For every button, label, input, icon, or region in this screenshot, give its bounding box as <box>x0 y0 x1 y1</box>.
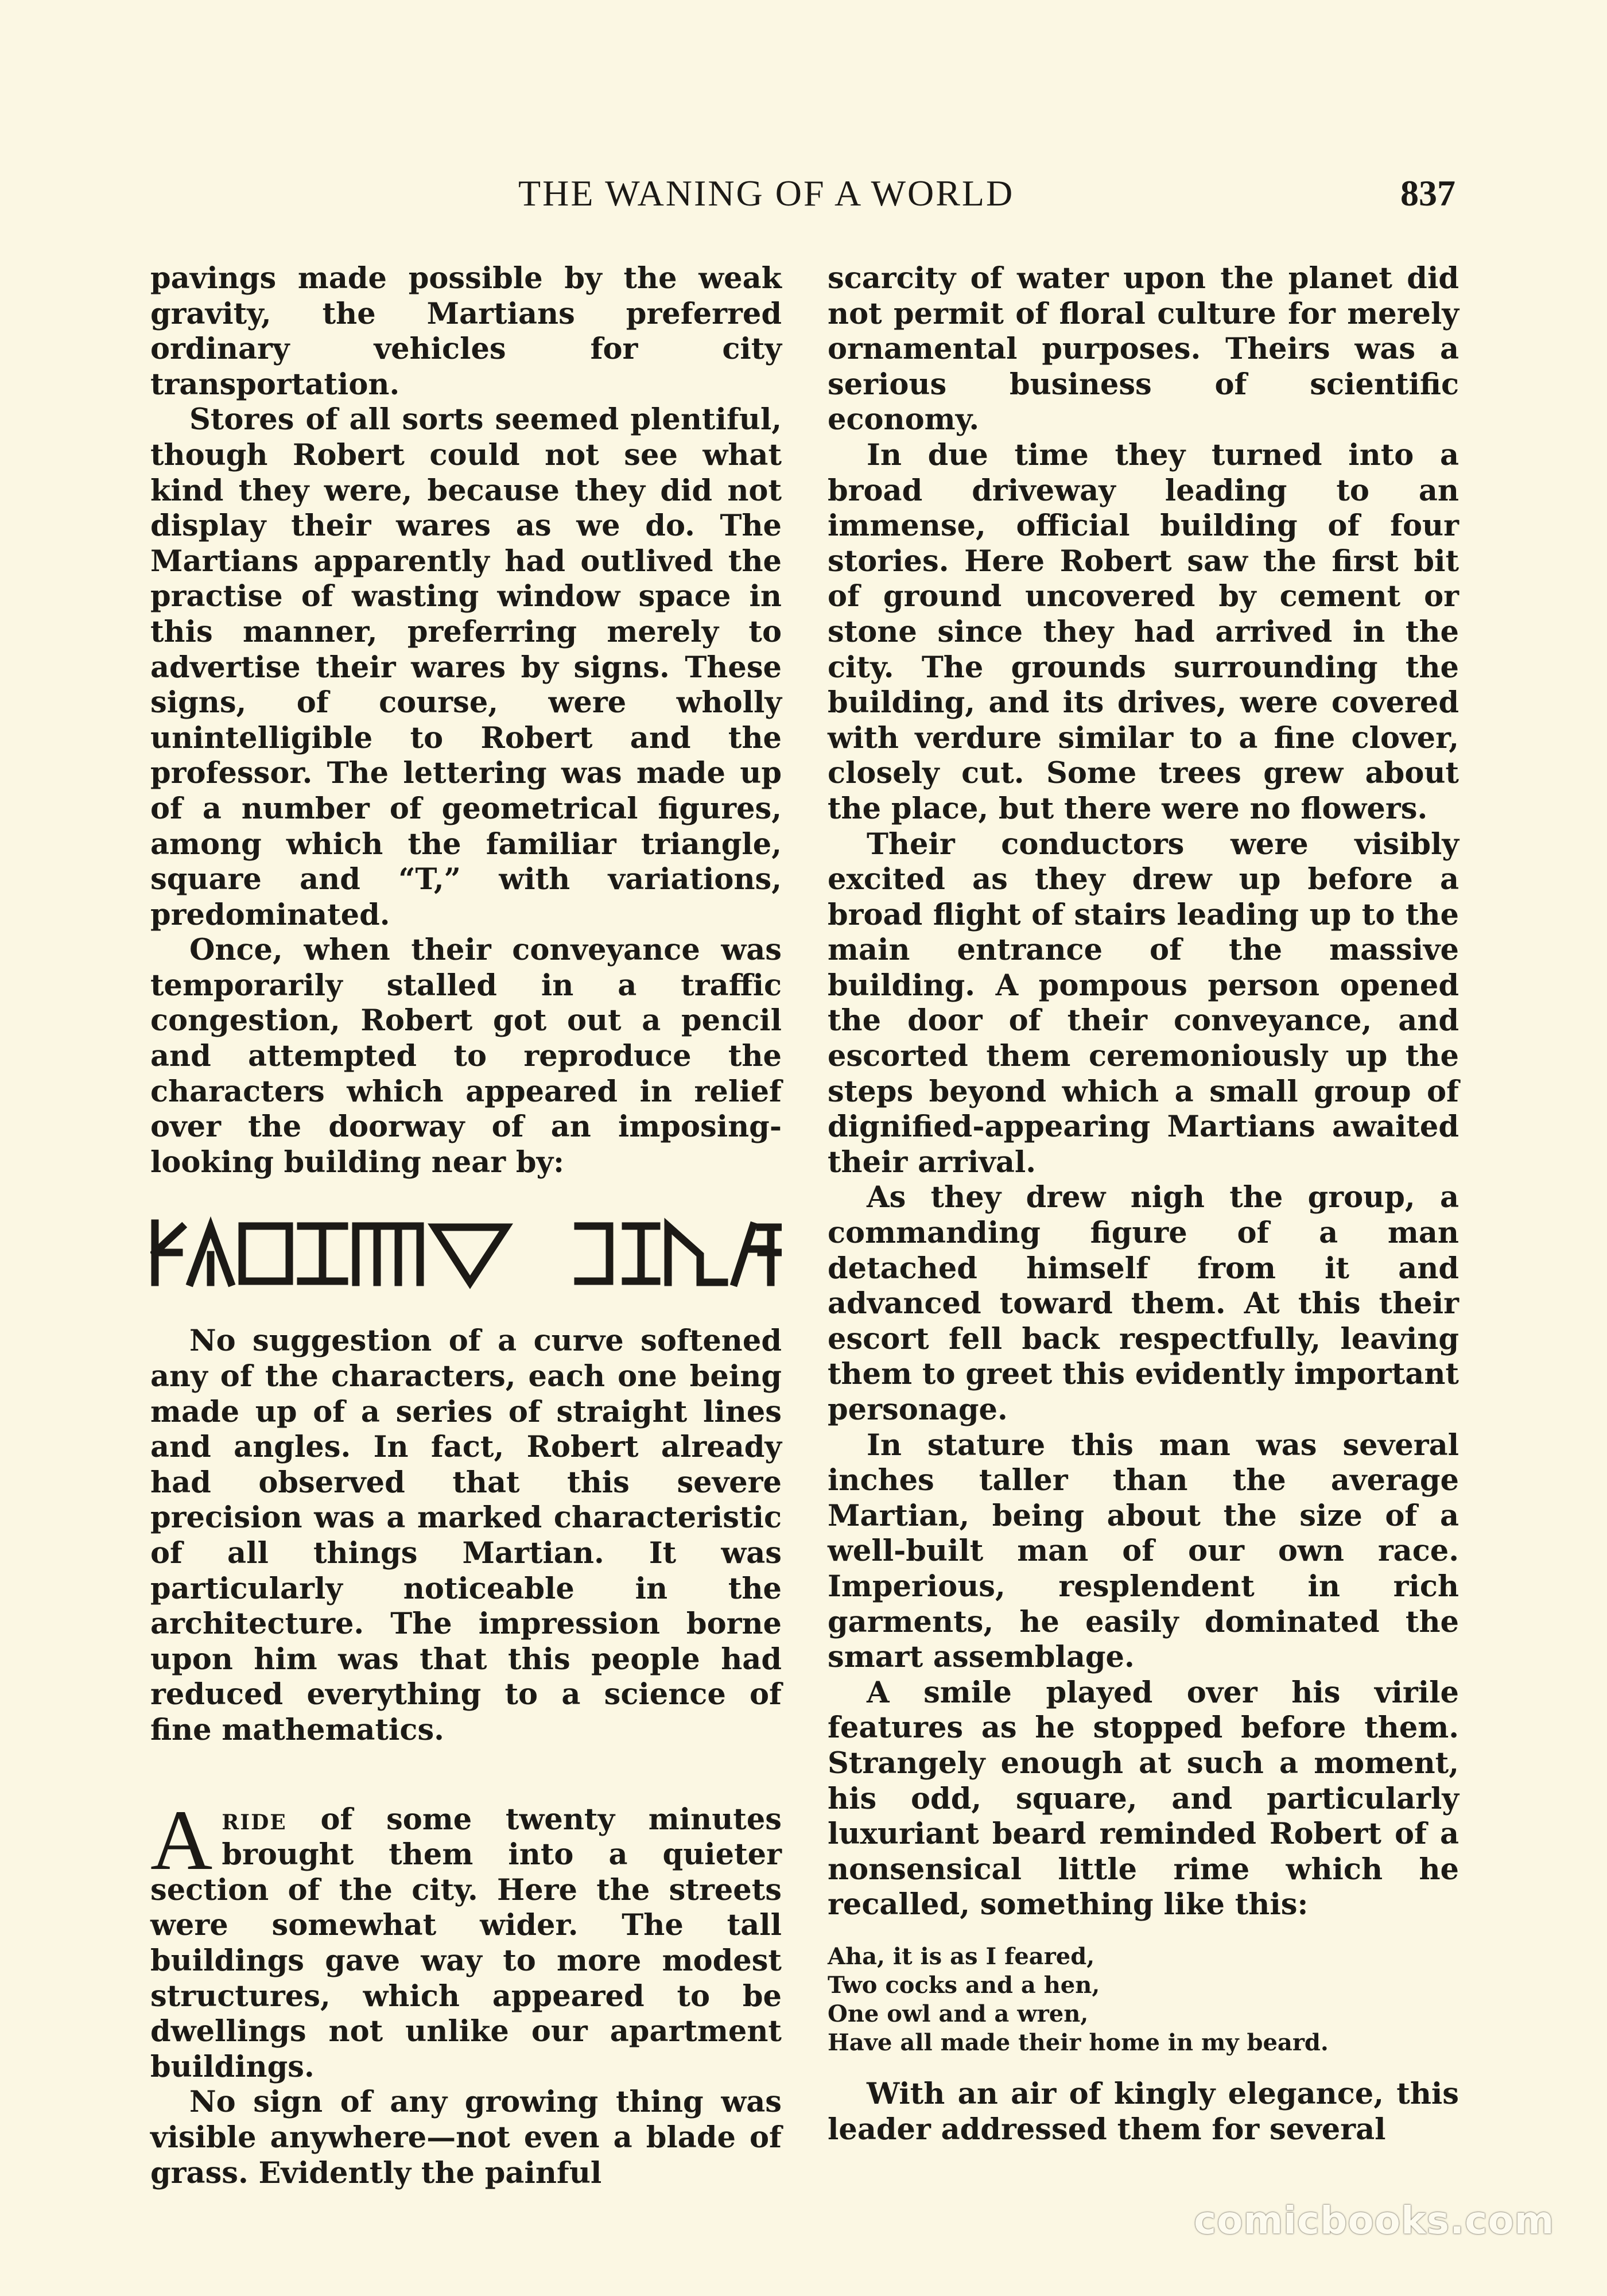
right-column <box>828 261 1459 2147</box>
paragraph: Their conductors were visibly excited as they drew up before a broad flight of stairs leading up to the main entrance of the massive building. A pompous person opened the door of their conveyance, and escorted them ceremoniously up the steps beyond which a small group of dignified-appearing Martians awaited their arrival. <box>828 827 1459 1180</box>
paragraph: No sign of any growing thing was visible anywhere—not even a blade of grass. Evidently the painful <box>150 2085 782 2190</box>
verse-line: Two cocks and a hen, <box>828 1971 1100 1999</box>
paragraph: No suggestion of a curve softened any of the characters, each one being made up of a series of straight lines and angles. In fact, Robert already had observed that this severe precision was a marked characteristic of all things Martian. It was particularly noticeable in the architecture. The impression borne upon him was that this people had reduced everything to a science of fine mathematics. <box>150 1324 782 1747</box>
paragraph-text: of some twenty minutes brought them into a quieter section of the city. Here the streets were somewhat wider. The tall buildings gave way to more modest structures, which appeared to be dwellings not unlike our apartment buildings. <box>150 1802 782 2084</box>
paragraph: scarcity of water upon the planet did not permit of floral culture for merely ornamental purposes. Theirs was a serious business of scientific economy. <box>828 261 1459 437</box>
paragraph: pavings made possible by the weak gravity, the Martians preferred ordinary vehicles for city transportation. <box>150 261 782 402</box>
paragraph: Once, when their conveyance was temporarily stalled in a traffic congestion, Robert got out a pencil and attempted to reproduce the characters which appeared in relief over the doorway of an imposing-looking building near by: <box>150 933 782 1180</box>
paragraph: With an air of kingly elegance, this leader addressed them for several <box>828 2076 1459 2147</box>
paragraph-with-dropcap <box>150 1792 782 2085</box>
small-caps-lead: ride <box>222 1802 287 1837</box>
running-title: THE WANING OF A WORLD <box>518 173 1015 214</box>
paragraph: In stature this man was several inches taller than the average Martian, being about the size of a well-built man of our own race. Imperious, resplendent in rich garments, he easily dominated the smart assemblage. <box>828 1428 1459 1675</box>
paragraph: A smile played over his virile features as he stopped before them. Strangely enough at such a moment, his odd, square, and particularly luxuriant beard reminded Robert of a nonsensical little rime which he recalled, something like this: <box>828 1675 1459 1922</box>
verse-line: Aha, it is as I feared, <box>828 1942 1095 1970</box>
page-header <box>0 172 1607 218</box>
site-watermark: comicbooks.com <box>1194 2198 1555 2243</box>
left-column <box>150 261 782 2191</box>
verse-line: One owl and a wren, <box>828 2000 1089 2027</box>
verse <box>828 1942 1459 2057</box>
paragraph: Stores of all sorts seemed plentiful, though Robert could not see what kind they were, because they did not display their wares as we do. The Martians apparently had outlived the practise of wasting window space in this manner, preferring merely to advertise their wares by signs. These signs, of course, were wholly unintelligible to Robert and the professor. The lettering was made up of a number of geometrical figures, among which the familiar triangle, square and “T,” with variations, predominated. <box>150 402 782 932</box>
martian-inscription-illustration <box>150 1180 782 1324</box>
verse-line: Have all made their home in my beard. <box>828 2029 1329 2056</box>
drop-cap: A <box>150 1792 213 1888</box>
paragraph: As they drew nigh the group, a commanding figure of a man detached himself from it and advanced toward them. At this their escort fell back respectfully, leaving them to greet this evidently important personage. <box>828 1180 1459 1427</box>
section-break <box>150 1748 782 1802</box>
page-number: 837 <box>1400 173 1455 214</box>
martian-characters-icon <box>150 1215 782 1289</box>
paragraph: In due time they turned into a broad driveway leading to an immense, official building of four stories. Here Robert saw the first bit of ground uncovered by cement or stone since they had arrived in the city. The grounds surrounding the building, and its drives, were covered with verdure similar to a fine clover, closely cut. Some trees grew about the place, but there were no flowers. <box>828 437 1459 826</box>
